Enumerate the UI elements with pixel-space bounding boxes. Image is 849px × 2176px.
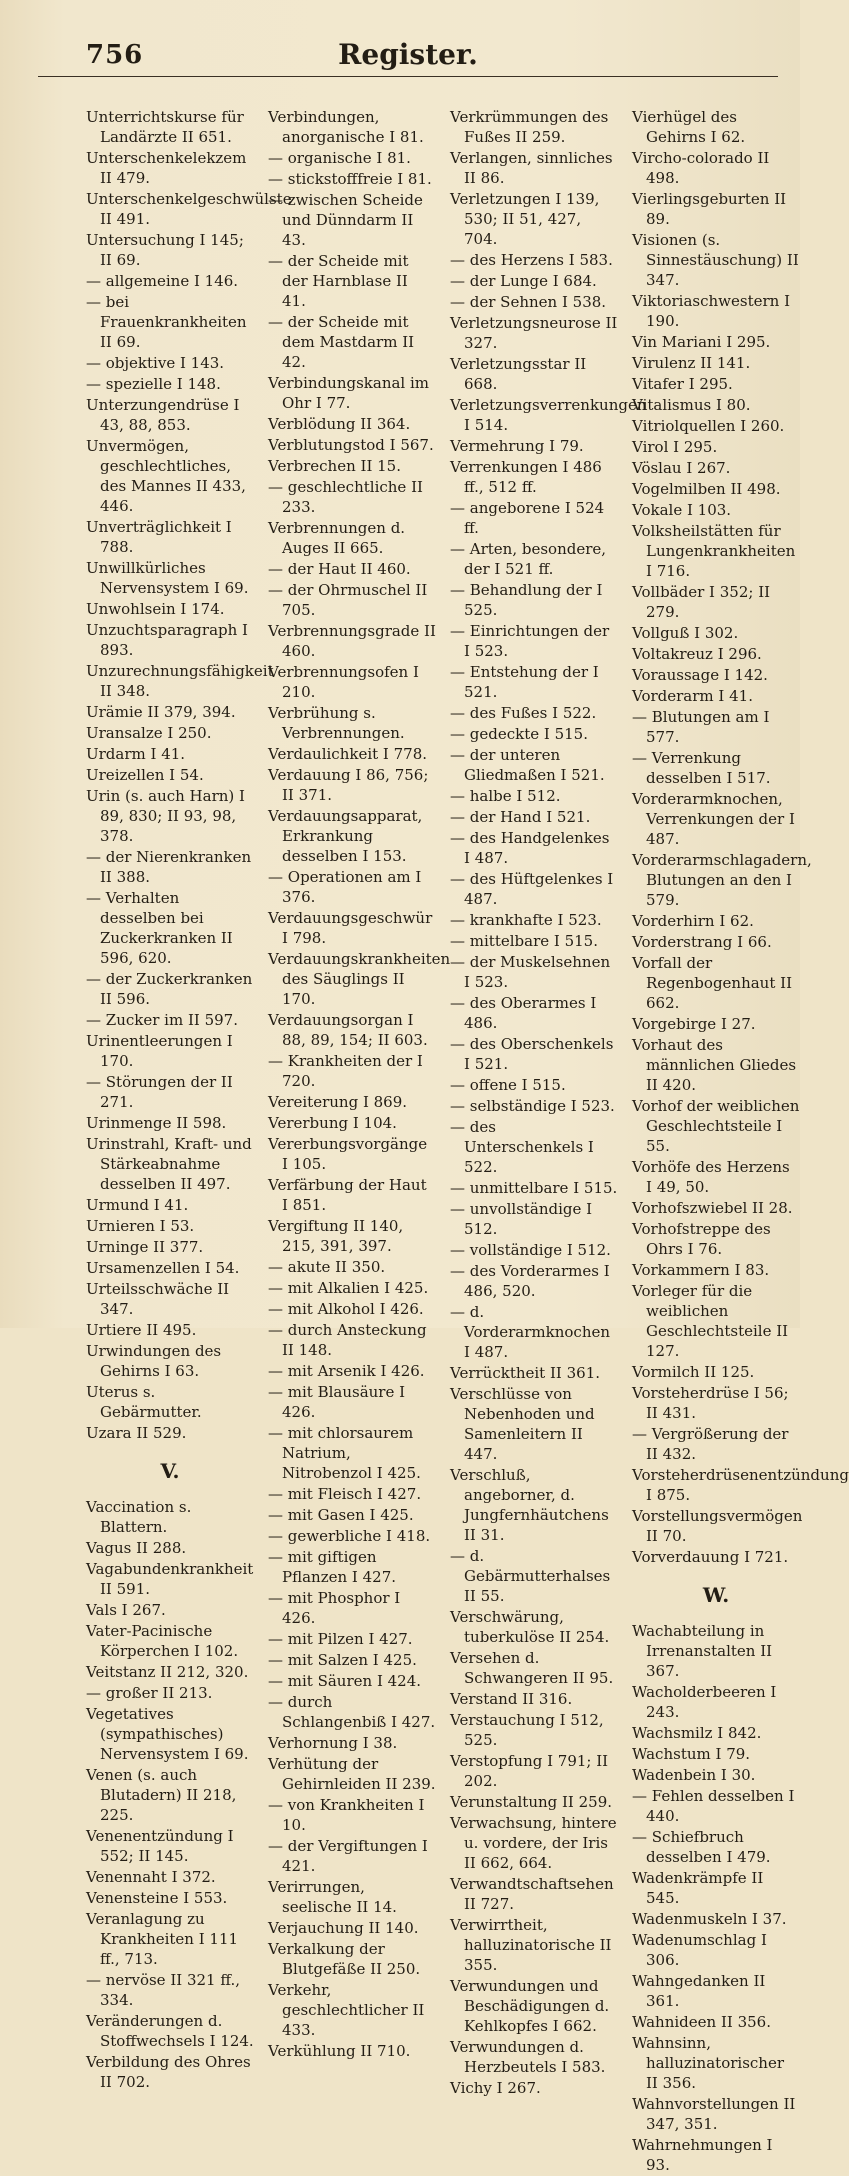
index-entry: Vircho-colorado II 498. [632,149,770,187]
index-entry: Wahnsinn, halluzinatorischer II 356. [632,2034,784,2092]
index-entry: Unzurechnungsfähigkeit II 348. [86,662,274,700]
index-column [450,107,647,2176]
index-entry: Verrenkungen I 486 ff., 512 ff. [450,458,602,496]
index-entry: Venensteine I 553. [86,1889,228,1907]
index-entry: Verkalkung der Blutgefäße II 250. [268,1940,421,1978]
index-entry: Vokale I 103. [632,501,732,519]
index-entry: Verwachsung, hintere u. vordere, der Iris II 662, 664. [450,1814,617,1872]
index-entry: — mittelbare I 515. [450,932,598,950]
index-entry: — des Herzens I 583. [450,251,613,269]
index-entry: Verstopfung I 791; II 202. [450,1752,609,1790]
index-entry: — der Muskelsehnen I 523. [450,953,611,991]
index-entry: — vollständige I 512. [450,1241,611,1259]
index-entry: Verkühlung II 710. [268,2042,411,2060]
index-entry: — halbe I 512. [450,787,561,805]
index-entry: Verdaulichkeit I 778. [268,745,428,763]
index-entry: — Schiefbruch desselben I 479. [632,1828,771,1866]
index-entry: — des Vorderarmes I 486, 520. [450,1262,610,1300]
index-entry: — der Zuckerkranken II 596. [86,970,253,1008]
index-entry: — Arten, besondere, der I 521 ff. [450,540,607,578]
index-entry: Verkrümmungen des Fußes II 259. [450,108,609,146]
index-entry: Vorsteherdrüsenentzündung I 875. [632,1466,849,1504]
index-entry: Vorderhirn I 62. [632,912,754,930]
index-entry: Volksheilstätten für Lungenkrankheiten I 716. [632,522,796,580]
index-entry: Verbindungen, anorganische I 81. [268,108,424,146]
index-entry: Verletzungsneurose II 327. [450,314,618,352]
index-entry: Ureizellen I 54. [86,766,204,784]
index-entry: — der Nierenkranken II 388. [86,848,252,886]
index-entry: Venennaht I 372. [86,1868,216,1886]
index-entry: Unterrichtskurse für Landärzte II 651. [86,108,244,146]
index-entry: Vorderarmschlagadern, Blutungen an den I 579. [632,851,812,909]
index-entry: — mit Gasen I 425. [268,1506,414,1524]
index-entry: Verbildung des Ohres II 702. [86,2053,251,2091]
index-entry: Veränderungen d. Stoffwechsels I 124. [86,2012,254,2050]
index-entry: — mit Alkalien I 425. [268,1279,429,1297]
index-entry: Veranlagung zu Krankheiten I 111 ff., 713. [86,1910,239,1968]
index-entry: — mit Salzen I 425. [268,1651,417,1669]
index-entry: Urninge II 377. [86,1238,204,1256]
index-entry: Vitriolquellen I 260. [632,417,785,435]
index-entry: Verwirrtheit, halluzinatorische II 355. [450,1916,612,1974]
index-entry: — des Hüftgelenkes I 487. [450,870,614,908]
index-entry: Verdauungsgeschwür I 798. [268,909,433,947]
index-entry: — spezielle I 148. [86,375,221,393]
index-entry: Venen (s. auch Blutadern) II 218, 225. [86,1766,237,1824]
index-entry: Urmund I 41. [86,1196,189,1214]
index-entry: — der Haut II 460. [268,560,411,578]
index-entry: — der Scheide mit der Harnblase II 41. [268,252,409,310]
index-entry: — allgemeine I 146. [86,272,239,290]
index-entry: Wahrnehmungen I 93. [632,2136,773,2174]
index-entry: — akute II 350. [268,1258,386,1276]
index-entry: — mit Säuren I 424. [268,1672,422,1690]
index-entry: — von Krankheiten I 10. [268,1796,425,1834]
index-entry: Vierlingsgeburten II 89. [632,190,787,228]
index-entry: Verlangen, sinnliches II 86. [450,149,613,187]
index-entry: Vorhofstreppe des Ohrs I 76. [632,1220,771,1258]
index-entry: — stickstofffreie I 81. [268,170,432,188]
index-entry: Vorfall der Regenbogenhaut II 662. [632,954,792,1012]
index-entry: Uzara II 529. [86,1424,187,1442]
index-entry: Unterzungendrüse I 43, 88, 853. [86,396,240,434]
index-entry: Vollbäder I 352; II 279. [632,583,771,621]
index-entry: Veitstanz II 212, 320. [86,1663,249,1681]
index-entry: Verblödung II 364. [268,415,411,433]
index-entry: Vollguß I 302. [632,624,739,642]
index-entry: — Einrichtungen der I 523. [450,622,610,660]
index-entry: Wachstum I 79. [632,1745,751,1763]
index-entry: Verwundungen und Beschädigungen d. Kehlkopfes I 662. [450,1977,610,2035]
index-entry: — Entstehung der I 521. [450,663,599,701]
index-entry: Vorgebirge I 27. [632,1015,756,1033]
index-entry: — mit Arsenik I 426. [268,1362,425,1380]
index-entry: — Zucker im II 597. [86,1011,238,1029]
index-entry: Vals I 267. [86,1601,166,1619]
index-entry: — gewerbliche I 418. [268,1527,431,1545]
index-entry: Virol I 295. [632,438,718,456]
index-entry: — Fehlen desselben I 440. [632,1787,795,1825]
index-entry: Urtiere II 495. [86,1321,197,1339]
index-entry: — bei Frauenkrankheiten II 69. [86,293,247,351]
index-entry: Vorverdauung I 721. [632,1548,789,1566]
index-column [86,107,292,2176]
index-entry: Unverträglichkeit I 788. [86,518,232,556]
page-number: 756 [86,40,144,70]
running-title: Register. [338,38,478,71]
index-entry: — des Unterschenkels I 522. [450,1118,594,1176]
index-entry: — Störungen der II 271. [86,1073,233,1111]
index-entry: Verletzungen I 139, 530; II 51, 427, 704. [450,190,600,248]
index-entry: Wadenbein I 30. [632,1766,756,1784]
index-entry: Verdauungsapparat, Erkrankung desselben I 153. [268,807,423,865]
index-entry: Venenentzündung I 552; II 145. [86,1827,234,1865]
index-entry: — d. Vorderarmknochen I 487. [450,1303,611,1361]
index-entry: Unwillkürliches Nervensystem I 69. [86,559,249,597]
index-entry: Verkehr, geschlechtlicher II 433. [268,1981,425,2039]
index-entry: Vorhof der weiblichen Geschlechtsteile I 55. [632,1097,800,1155]
index-entry: — des Fußes I 522. [450,704,597,722]
index-entry: Vorderarmknochen, Verrenkungen der I 487. [632,790,795,848]
index-entry: Urnieren I 53. [86,1217,195,1235]
index-entry: — zwischen Scheide und Dünndarm II 43. [268,191,423,249]
index-entry: — angeborene I 524 ff. [450,499,605,537]
index-entry: — mit Fleisch I 427. [268,1485,422,1503]
index-entry: Vorhofszwiebel II 28. [632,1199,793,1217]
index-entry: Verdauung I 86, 756; II 371. [268,766,429,804]
index-entry: Verletzungsstar II 668. [450,355,587,393]
index-entry: Verbrennungsofen I 210. [268,663,419,701]
index-entry: Vagus II 288. [86,1539,187,1557]
index-entry: Verbrechen II 15. [268,457,401,475]
index-entry: Verhornung I 38. [268,1734,398,1752]
index-entry: Verbrennungen d. Auges II 665. [268,519,406,557]
index-entry: Verirrungen, seelische II 14. [268,1878,397,1916]
index-entry: Verblutungstod I 567. [268,436,434,454]
index-entry: Voraussage I 142. [632,666,768,684]
index-entry: Urin (s. auch Harn) I 89, 830; II 93, 98, 378. [86,787,245,845]
index-entry: Verletzungsverrenkungen I 514. [450,396,647,434]
index-entry: Verfärbung der Haut I 851. [268,1176,427,1214]
index-entry: Verunstaltung II 259. [450,1793,613,1811]
index-entry: Vergiftung II 140, 215, 391, 397. [268,1217,404,1255]
index-entry: Wadenumschlag I 306. [632,1931,767,1969]
index-entry: Wadenmuskeln I 37. [632,1910,787,1928]
index-entry: Urinmenge II 598. [86,1114,227,1132]
index-entry: — Krankheiten der I 720. [268,1052,423,1090]
index-entry: — mit Alkohol I 426. [268,1300,424,1318]
index-entry: — Blutungen am I 577. [632,708,770,746]
index-entry: Visionen (s. Sinnestäuschung) II 347. [632,231,799,289]
index-entry: Vorderarm I 41. [632,687,753,705]
index-entry: Urämie II 379, 394. [86,703,236,721]
index-entry: — Verhalten desselben bei Zuckerkranken II 596, 620. [86,889,233,967]
index-entry: Voltakreuz I 296. [632,645,762,663]
index-entry: Wahnideen II 356. [632,2013,771,2031]
index-entry: Viktoriaschwestern I 190. [632,292,791,330]
index-entry: Vererbungsvorgänge I 105. [268,1135,428,1173]
index-entry: Verwandtschaftsehen II 727. [450,1875,614,1913]
index-entry: — großer II 213. [86,1684,213,1702]
index-column [632,107,849,2176]
index-entry: Untersuchung I 145; II 69. [86,231,244,269]
index-entry: Vorstellungsvermögen II 70. [632,1507,803,1545]
index-entry: Vierhügel des Gehirns I 62. [632,108,746,146]
index-entry: Urdarm I 41. [86,745,186,763]
index-entry: Wacholderbeeren I 243. [632,1683,777,1721]
index-entry: Vereiterung I 869. [268,1093,408,1111]
index-entry: Vorhaut des männlichen Gliedes II 420. [632,1036,797,1094]
index-entry: Vegetatives (sympathisches) Nervensystem I 69. [86,1705,249,1763]
index-entry: Wahngedanken II 361. [632,1972,766,2010]
index-entry: — des Oberschenkels I 521. [450,1035,614,1073]
index-entry: Vogelmilben II 498. [632,480,781,498]
index-entry: Verbrennungsgrade II 460. [268,622,436,660]
index-entry: — der Hand I 521. [450,808,591,826]
index-entry: — Vergrößerung der II 432. [632,1425,789,1463]
index-entry: Vererbung I 104. [268,1114,397,1132]
index-entry: Verdauungskrankheiten des Säuglings II 170. [268,950,451,1008]
index-entry: Verbrühung s. Verbrennungen. [268,704,405,742]
index-entry: Verdauungsorgan I 88, 89, 154; II 603. [268,1011,428,1049]
index-entry: Versehen d. Schwangeren II 95. [450,1649,614,1687]
index-entry: — mit giftigen Pflanzen I 427. [268,1548,397,1586]
index-entry: Verschlüsse von Nebenhoden und Samenleitern II 447. [450,1385,595,1463]
index-entry: Wachsmilz I 842. [632,1724,762,1742]
index-entry: — mit Pilzen I 427. [268,1630,413,1648]
index-entry: Vorsteherdrüse I 56; II 431. [632,1384,789,1422]
index-entry: Vaccination s. Blattern. [86,1498,192,1536]
index-entry: Vorleger für die weiblichen Geschlechtsteile II 127. [632,1282,789,1360]
index-entry: Unvermögen, geschlechtliches, des Mannes II 433, 446. [86,437,246,515]
index-entry: Wachabteilung in Irrenanstalten II 367. [632,1622,773,1680]
index-entry: — der Sehnen I 538. [450,293,607,311]
index-entry: — krankhafte I 523. [450,911,602,929]
index-entry: Verwundungen d. Herzbeutels I 583. [450,2038,606,2076]
index-entry: Vater-Pacinische Körperchen I 102. [86,1622,239,1660]
index-entry: Verbindungskanal im Ohr I 77. [268,374,430,412]
index-entry: Urinstrahl, Kraft- und Stärkeabnahme desselben II 497. [86,1135,252,1193]
index-entry: Unwohlsein I 174. [86,600,225,618]
index-entry: — der Lunge I 684. [450,272,597,290]
index-entry: Urteilsschwäche II 347. [86,1280,230,1318]
index-entry: — d. Gebärmutterhalses II 55. [450,1547,611,1605]
index-entry: Verrücktheit II 361. [450,1364,600,1382]
index-entry: Vormilch II 125. [632,1363,755,1381]
index-entry: Uterus s. Gebärmutter. [86,1383,202,1421]
index-entry: — durch Schlangenbiß I 427. [268,1693,436,1731]
index-entry: Verschwärung, tuberkulöse II 254. [450,1608,610,1646]
index-entry: Unterschenkelgeschwülste II 491. [86,190,292,228]
index-entry: — der Vergiftungen I 421. [268,1837,428,1875]
index-entry: Unzuchtsparagraph I 893. [86,621,248,659]
index-columns [38,77,849,2176]
index-entry: Vagabundenkrankheit II 591. [86,1560,254,1598]
index-entry: — der Ohrmuschel II 705. [268,581,428,619]
index-entry: Vitalismus I 80. [632,396,751,414]
section-heading: V. [160,1459,180,1483]
index-entry: — des Oberarmes I 486. [450,994,597,1032]
index-entry: Virulenz II 141. [632,354,751,372]
index-entry: Verschluß, angeborner, d. Jungfernhäutchens II 31. [450,1466,609,1544]
index-entry: Vorhöfe des Herzens I 49, 50. [632,1158,790,1196]
index-entry: — mit Phosphor I 426. [268,1589,401,1627]
index-entry: — objektive I 143. [86,354,225,372]
index-entry: Wahnvorstellungen II 347, 351. [632,2095,796,2133]
page-header [38,34,778,77]
index-entry: Verjauchung II 140. [268,1919,419,1937]
index-entry: Vitafer I 295. [632,375,733,393]
index-entry: Vin Mariani I 295. [632,333,771,351]
index-entry: Urwindungen des Gehirns I 63. [86,1342,222,1380]
index-entry: — Operationen am I 376. [268,868,422,906]
index-entry: — geschlechtliche II 233. [268,478,423,516]
index-entry: Vöslau I 267. [632,459,731,477]
index-entry: Vorkammern I 83. [632,1261,770,1279]
index-entry: — mit Blausäure I 426. [268,1383,406,1421]
index-entry: — unmittelbare I 515. [450,1179,618,1197]
index-entry: Vichy I 267. [450,2079,541,2097]
index-entry: — der unteren Gliedmaßen I 521. [450,746,605,784]
index-entry: — unvollständige I 512. [450,1200,593,1238]
section-heading: W. [702,1583,730,1607]
index-column [268,107,451,2176]
index-entry: Unterschenkelekzem II 479. [86,149,247,187]
index-entry: Ursamenzellen I 54. [86,1259,240,1277]
index-entry: Uransalze I 250. [86,724,212,742]
index-entry: Wadenkrämpfe II 545. [632,1869,764,1907]
index-entry: Vermehrung I 79. [450,437,584,455]
index-entry: — durch Ansteckung II 148. [268,1321,427,1359]
index-entry: — der Scheide mit dem Mastdarm II 42. [268,313,415,371]
index-entry: Verstand II 316. [450,1690,573,1708]
index-entry: Urinentleerungen I 170. [86,1032,233,1070]
index-entry: — des Handgelenkes I 487. [450,829,610,867]
index-entry: Verhütung der Gehirnleiden II 239. [268,1755,436,1793]
index-entry: — Behandlung der I 525. [450,581,603,619]
index-entry: — offene I 515. [450,1076,566,1094]
index-entry: — Verrenkung desselben I 517. [632,749,771,787]
index-entry: Vorderstrang I 66. [632,933,772,951]
index-entry: — selbständige I 523. [450,1097,615,1115]
index-entry: — mit chlorsaurem Natrium, Nitrobenzol I 425. [268,1424,421,1482]
index-entry: — gedeckte I 515. [450,725,588,743]
index-entry: Verstauchung I 512, 525. [450,1711,604,1749]
index-entry: — organische I 81. [268,149,411,167]
index-entry: — nervöse II 321 ff., 334. [86,1971,240,2009]
